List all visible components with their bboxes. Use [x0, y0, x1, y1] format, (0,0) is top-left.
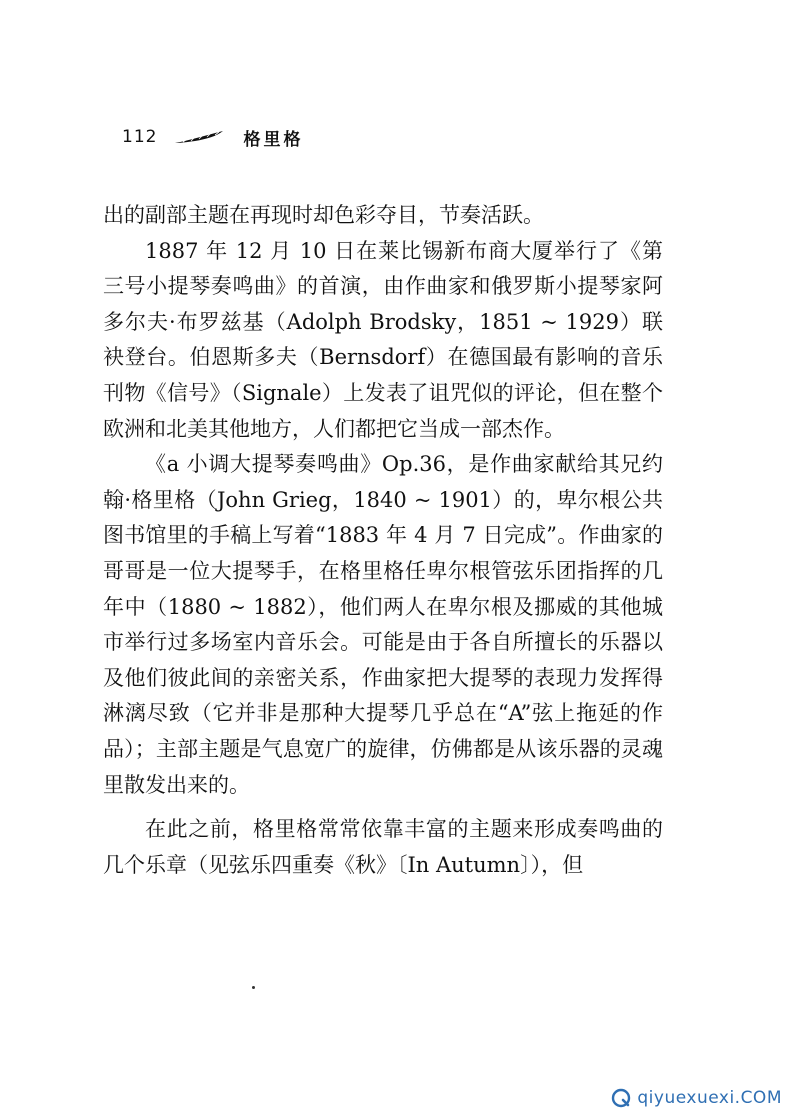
- paragraph: 《a 小调大提琴奏鸣曲》Op.36，是作曲家献给其兄约翰·格里格（John Grieg，1840 ~ 1901）的，卑尔根公共图书馆里的手稿上写着“1883 年 4 月 7 日完成”。作曲家的哥哥是一位大提琴手，在格里格任卑尔根管弦乐团指挥的几年中（1880 ~ 1882），他们两人在卑尔根及挪威的其他城市举行过多场室内音乐会。可能是由于各自所擅长的乐器以及他们彼此间的亲密关系，作曲家把大提琴的表现力发挥得淋漓尽致（它并非是那种大提琴几乎总在“A”弦上拖延的作品）；主部主题是气息宽广的旋律，仿佛都是从该乐器的灵魂里散发出来的。: [103, 452, 663, 797]
- watermark-text: qiyuexuexi.COM: [637, 1088, 782, 1108]
- page-number: 112: [122, 127, 158, 147]
- stray-dot: [252, 986, 255, 989]
- paragraph-continuation: 出的副部主题在再现时却色彩夺目，节奏活跃。: [103, 203, 544, 227]
- circle-q-logo-icon: [611, 1088, 631, 1108]
- running-title: 格里格: [243, 129, 304, 150]
- page-header: [122, 122, 303, 152]
- body-text: [103, 198, 663, 883]
- feather-quill-icon: [173, 129, 225, 145]
- paragraph: 1887 年 12 月 10 日在莱比锡新布商大厦举行了《第三号小提琴奏鸣曲》的首演，由作曲家和俄罗斯小提琴家阿多尔夫·布罗兹基（Adolph Brodsky，1851 ~ 1929）联袂登台。伯恩斯多夫（Bernsdorf）在德国最有影响的音乐刊物《信号》（Signale）上发表了诅咒似的评论，但在整个欧洲和北美其他地方，人们都把它当成一部杰作。: [103, 238, 663, 441]
- paragraph: 在此之前，格里格常常依靠丰富的主题来形成奏鸣曲的几个乐章（见弦乐四重奏《秋》〔In Autumn〕），但: [103, 817, 663, 877]
- watermark: [611, 1088, 782, 1108]
